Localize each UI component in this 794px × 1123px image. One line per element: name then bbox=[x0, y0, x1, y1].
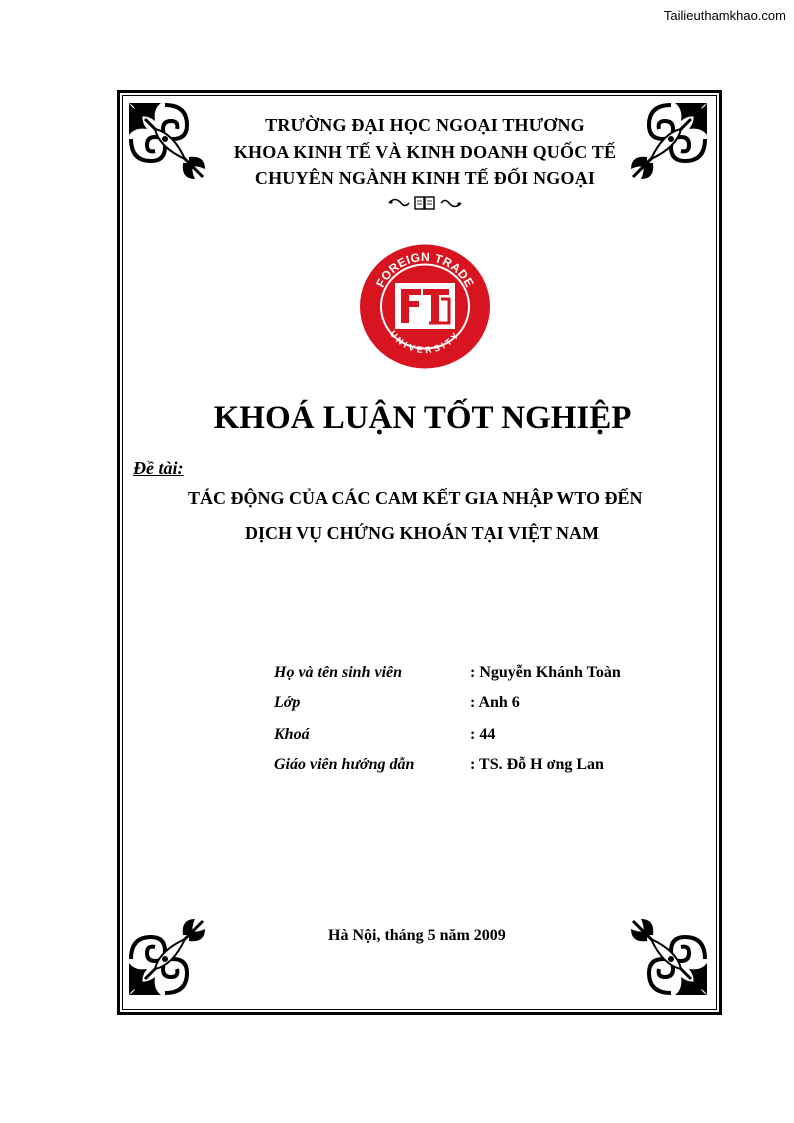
faculty-name: KHOA KINH TẾ VÀ KINH DOANH QUỐC TẾ bbox=[233, 142, 617, 162]
info-value: : Anh 6 bbox=[470, 694, 520, 711]
topic-label: Đề tài: bbox=[133, 458, 184, 478]
topic-line-2: DỊCH VỤ CHỨNG KHOÁN TẠI VIỆT NAM bbox=[245, 523, 600, 543]
info-label: Lớp bbox=[274, 694, 301, 711]
info-row-supervisor bbox=[0, 756, 794, 780]
document-title: KHOÁ LUẬN TỐT NGHIỆP bbox=[213, 400, 632, 436]
corner-ornament-icon bbox=[627, 915, 711, 999]
corner-ornament-icon bbox=[125, 915, 209, 999]
ftu-logo bbox=[359, 243, 491, 370]
logo-text-bottom: UNIVERSITY bbox=[387, 328, 463, 356]
book-ornament-icon bbox=[385, 193, 465, 213]
info-value: : Nguyễn Khánh Toàn bbox=[470, 664, 621, 681]
info-label: Giáo viên hướng dẫn bbox=[274, 756, 415, 773]
topic-line-1: TÁC ĐỘNG CỦA CÁC CAM KẾT GIA NHẬP WTO ĐẾN bbox=[188, 488, 643, 508]
logo-text-top: FOREIGN TRADE bbox=[373, 249, 477, 290]
info-value: : TS. Đỗ H ơng Lan bbox=[470, 756, 604, 773]
place-date: Hà Nội, tháng 5 năm 2009 bbox=[328, 927, 506, 944]
inner-border bbox=[122, 95, 717, 1010]
university-name: TRƯỜNG ĐẠI HỌC NGOẠI THƯƠNG bbox=[265, 115, 585, 135]
info-row-student bbox=[0, 664, 794, 688]
info-label: Khoá bbox=[274, 726, 310, 743]
info-row-cohort bbox=[0, 726, 794, 750]
watermark: Tailieuthamkhao.com bbox=[663, 8, 786, 23]
major-name: CHUYÊN NGÀNH KINH TẾ ĐỐI NGOẠI bbox=[254, 168, 596, 188]
info-label: Họ và tên sinh viên bbox=[274, 664, 403, 681]
info-value: : 44 bbox=[470, 726, 496, 743]
info-row-class bbox=[0, 694, 794, 718]
